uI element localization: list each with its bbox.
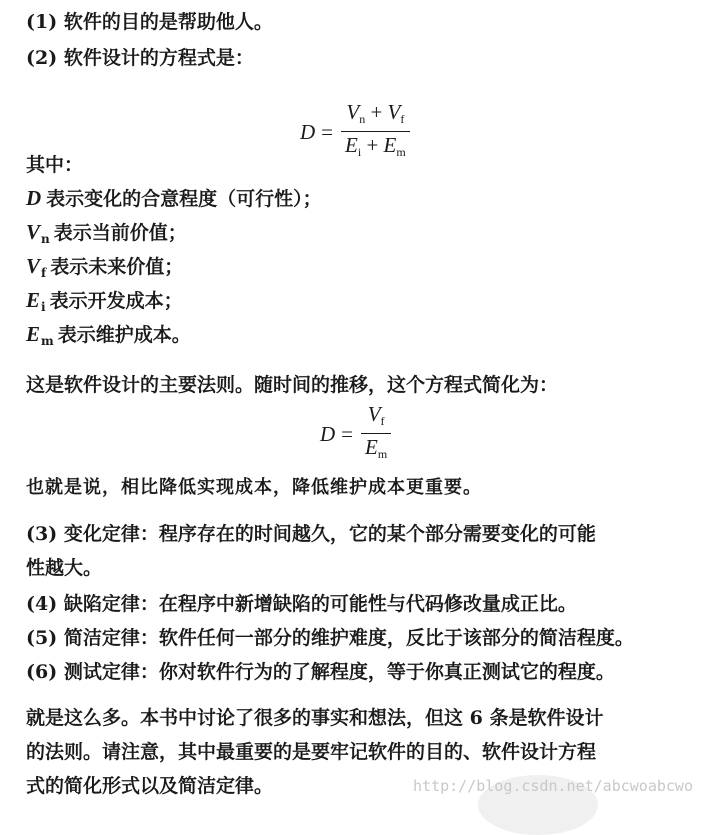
formula-full (300, 101, 410, 163)
def-sub: n (41, 232, 50, 246)
formula2-lhs: D (320, 421, 336, 446)
def-ei (26, 287, 183, 320)
def-text: 表示当前价值； (53, 222, 187, 244)
note: 也就是说，相比降低实现成本，降低维护成本更重要。 (26, 477, 482, 498)
num: V (367, 402, 381, 426)
closing-1: 就是这么多。本书中讨论了很多的事实和想法，但这 6 条是软件设计 (26, 707, 604, 729)
formula2-equals: = (341, 421, 354, 446)
def-symbol: D (26, 186, 42, 210)
def-text: 表示开发成本； (49, 290, 183, 312)
num-a: V (346, 100, 360, 124)
formula2-denominator (361, 434, 391, 465)
formula2-fraction (361, 403, 391, 465)
def-sub: i (41, 300, 46, 314)
formula-fraction (341, 101, 410, 163)
formula-denominator (341, 132, 410, 163)
def-vf (26, 253, 183, 286)
def-text: 表示变化的合意程度（可行性）； (46, 188, 322, 210)
def-symbol: E (26, 288, 41, 312)
main-law: 这是软件设计的主要法则。随时间的推移，这个方程式简化为： (26, 374, 559, 396)
formula-equals: = (321, 119, 334, 144)
den-b-sub: m (396, 145, 406, 159)
where-label: 其中： (26, 154, 84, 176)
formula2-numerator (364, 403, 389, 433)
plus-sign-2: + (361, 133, 384, 157)
law-3a: (3) 变化定律：程序存在的时间越久，它的某个部分需要变化的可能 (26, 523, 596, 545)
law-1: (1) 软件的目的是帮助他人。 (26, 11, 273, 33)
den-a-sub: i (357, 145, 362, 159)
def-em (26, 321, 191, 354)
den-b: E (383, 133, 397, 157)
closing-2: 的法则。请注意，其中最重要的是要牢记软件的目的、软件设计方程 (26, 741, 597, 763)
num-b-sub: f (400, 112, 405, 126)
law-3b: 性越大。 (26, 557, 103, 579)
formula-lhs: D (300, 119, 316, 144)
den-sub: m (377, 447, 388, 461)
den: E (365, 435, 378, 459)
def-symbol: V (26, 220, 41, 244)
law-4: (4) 缺陷定律：在程序中新增缺陷的可能性与代码修改量成正比。 (26, 593, 577, 615)
def-d (26, 185, 322, 218)
formula-numerator (342, 101, 408, 131)
def-text: 表示未来价值； (50, 256, 184, 278)
def-text: 表示维护成本。 (57, 324, 191, 346)
formula-simplified (320, 403, 391, 465)
def-sub: f (41, 266, 47, 280)
def-symbol: E (26, 322, 41, 346)
den-a: E (345, 133, 358, 157)
def-sub: m (41, 334, 54, 348)
num-sub: f (380, 414, 385, 428)
def-vn (26, 219, 187, 252)
plus-sign: + (365, 100, 388, 124)
def-symbol: V (26, 254, 41, 278)
num-a-sub: n (359, 112, 366, 126)
law-2: (2) 软件设计的方程式是： (26, 47, 254, 69)
law-5: (5) 简洁定律：软件任何一部分的维护难度，反比于该部分的简洁程度。 (26, 627, 634, 649)
num-b: V (387, 100, 401, 124)
law-6: (6) 测试定律：你对软件行为的了解程度，等于你真正测试它的程度。 (26, 661, 615, 683)
watermark-url: http://blog.csdn.net/abcwoabcwo (413, 777, 693, 795)
closing-3: 式的简化形式以及简洁定律。 (26, 775, 274, 797)
